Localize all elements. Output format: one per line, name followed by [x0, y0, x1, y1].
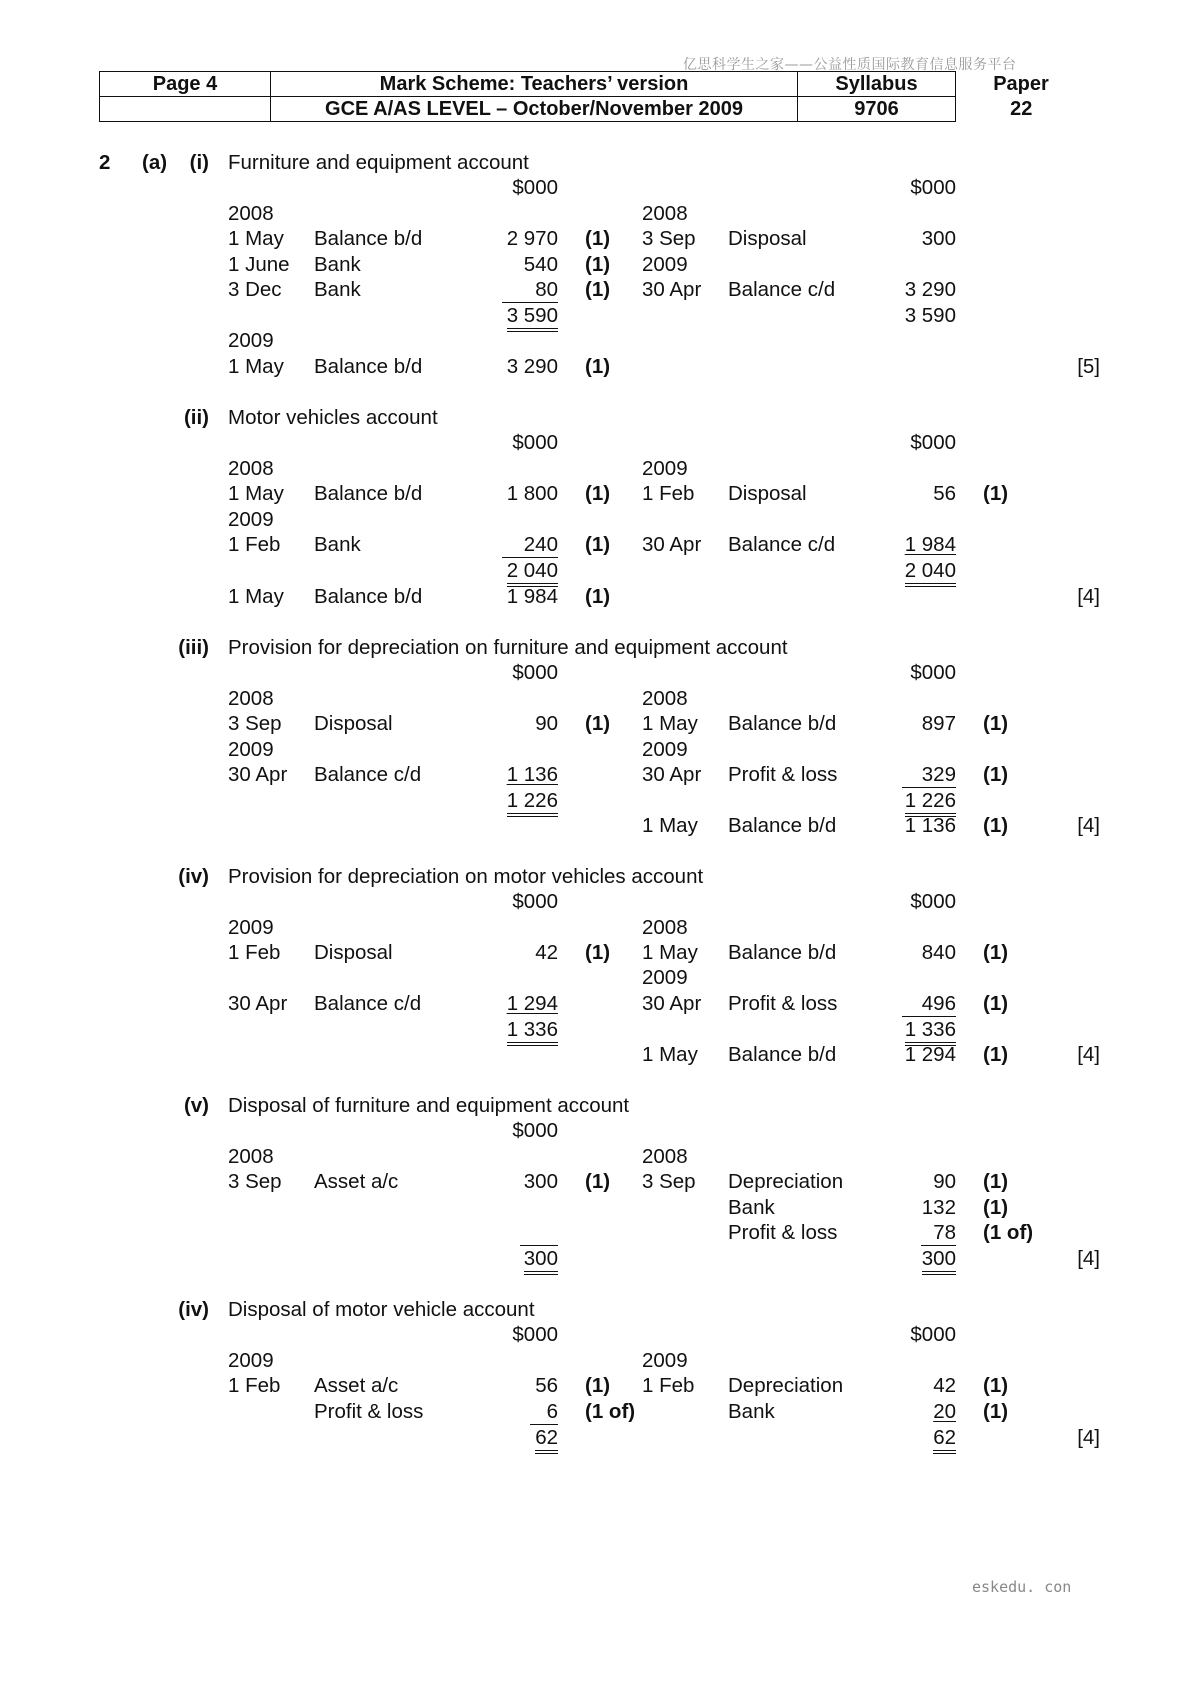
dr-desc: Bank — [314, 253, 361, 276]
syllabus-code: 9706 — [798, 97, 956, 122]
marks-total: [4] — [1077, 585, 1100, 608]
header-blank-cell — [100, 97, 271, 122]
dr-amount: 42 — [535, 941, 558, 964]
total-rule — [902, 787, 956, 788]
cr-amount: 1 294 — [904, 1043, 956, 1066]
dr-year: 2008 — [228, 457, 274, 480]
cr-date: 30 Apr — [642, 533, 702, 556]
cr-desc: Balance b/d — [728, 1043, 837, 1066]
sub-part-label: (v) — [183, 1094, 209, 1117]
mark: (1) — [585, 533, 611, 556]
dr-desc: Balance c/d — [314, 763, 422, 786]
total-rule — [502, 302, 558, 303]
dr-desc: Disposal — [314, 941, 393, 964]
account-title: Disposal of motor vehicle account — [228, 1298, 535, 1321]
unit-heading-cr: $000 — [910, 431, 956, 454]
mark: (1) — [585, 253, 611, 276]
cr-desc: Profit & loss — [728, 992, 838, 1015]
cr-desc: Balance b/d — [728, 814, 837, 837]
cr-desc: Disposal — [728, 227, 807, 250]
dr-date: 1 Feb — [228, 941, 281, 964]
cr-amount: 897 — [921, 712, 956, 735]
account-title: Furniture and equipment account — [228, 151, 529, 174]
cr-desc: Balance c/d — [728, 278, 836, 301]
mark: (1 of) — [585, 1400, 636, 1423]
mark: (1) — [585, 1170, 611, 1193]
dr-amount: 1 984 — [506, 585, 558, 608]
dr-year: 2008 — [228, 202, 274, 225]
total-rule — [502, 557, 558, 558]
cr-amount: 840 — [921, 941, 956, 964]
cr-total: 1 336 — [905, 1018, 956, 1046]
cr-total: 300 — [922, 1247, 956, 1275]
dr-year: 2009 — [228, 738, 274, 761]
cr-year: 2008 — [642, 687, 688, 710]
cr-amount: 42 — [933, 1374, 956, 1397]
dr-desc: Balance c/d — [314, 992, 422, 1015]
mark: (1) — [983, 763, 1009, 786]
dr-total: 3 590 — [507, 304, 558, 332]
cr-desc: Depreciation — [728, 1170, 844, 1193]
cr-amount: 78 — [933, 1221, 956, 1244]
mark: (1) — [585, 355, 611, 378]
dr-total: 62 — [535, 1426, 558, 1454]
dr-date: 30 Apr — [228, 992, 288, 1015]
dr-total: 1 226 — [507, 789, 558, 817]
marks-total: [5] — [1077, 355, 1100, 378]
cr-desc: Profit & loss — [728, 1221, 838, 1244]
sub-part-label: (iii) — [178, 636, 209, 659]
mark: (1) — [983, 712, 1009, 735]
question-part: (a) — [142, 151, 168, 174]
cr-year: 2009 — [642, 457, 688, 480]
exam-session: GCE A/AS LEVEL – October/November 2009 — [271, 97, 798, 122]
cr-date: 30 Apr — [642, 992, 702, 1015]
dr-total: 1 336 — [507, 1018, 558, 1046]
sub-part-label: (iv) — [178, 1298, 209, 1321]
cr-date: 3 Sep — [642, 227, 696, 250]
dr-amount: 3 290 — [506, 355, 558, 378]
cr-date: 1 May — [642, 814, 698, 837]
mark: (1) — [585, 941, 611, 964]
cr-desc: Profit & loss — [728, 763, 838, 786]
cr-year: 2008 — [642, 202, 688, 225]
cr-desc: Balance c/d — [728, 533, 836, 556]
paper-label: Paper — [993, 73, 1049, 95]
cr-date: 30 Apr — [642, 763, 702, 786]
dr-amount: 300 — [523, 1170, 558, 1193]
cr-total: 62 — [933, 1426, 956, 1454]
cr-date: 1 May — [642, 1043, 698, 1066]
cr-date: 3 Sep — [642, 1170, 696, 1193]
dr-date: 1 Feb — [228, 533, 281, 556]
sub-part-label: (i) — [189, 151, 209, 174]
dr-amount: 1 136 — [506, 763, 558, 786]
mark: (1) — [585, 1374, 611, 1397]
cr-total: 3 590 — [904, 304, 956, 327]
mark: (1) — [983, 814, 1009, 837]
paper-number: 22 — [1010, 98, 1033, 120]
cr-amount: 1 984 — [904, 533, 956, 556]
dr-date: 1 Feb — [228, 1374, 281, 1397]
dr-year: 2009 — [228, 508, 274, 531]
cr-year: 2009 — [642, 253, 688, 276]
cr-year: 2008 — [642, 916, 688, 939]
dr-date: 3 Sep — [228, 712, 282, 735]
mark: (1 of) — [983, 1221, 1034, 1244]
account-title: Disposal of furniture and equipment account — [228, 1094, 630, 1117]
mark: (1) — [983, 1043, 1009, 1066]
cr-amount: 329 — [921, 763, 956, 786]
cr-amount: 56 — [933, 482, 956, 505]
cr-date: 1 May — [642, 941, 698, 964]
dr-total: 2 040 — [507, 559, 558, 587]
cr-year: 2009 — [642, 966, 688, 989]
dr-amount: 540 — [523, 253, 558, 276]
marks-total: [4] — [1077, 814, 1100, 837]
cr-year: 2008 — [642, 1145, 688, 1168]
dr-year: 2009 — [228, 1349, 274, 1372]
total-rule — [520, 1245, 558, 1246]
mark: (1) — [983, 992, 1009, 1015]
cr-date: 1 Feb — [642, 1374, 695, 1397]
cr-amount: 90 — [933, 1170, 956, 1193]
question-number: 2 — [99, 151, 111, 174]
syllabus-label: Syllabus — [798, 72, 956, 97]
cr-amount: 20 — [933, 1400, 956, 1423]
dr-desc: Balance b/d — [314, 227, 423, 250]
unit-heading-cr: $000 — [910, 1323, 956, 1346]
dr-year: 2009 — [228, 916, 274, 939]
dr-year: 2008 — [228, 1145, 274, 1168]
dr-amount: 1 800 — [506, 482, 558, 505]
dr-desc: Disposal — [314, 712, 393, 735]
dr-desc: Balance b/d — [314, 482, 423, 505]
cr-year: 2009 — [642, 738, 688, 761]
dr-date: 1 May — [228, 227, 284, 250]
dr-amount: 240 — [523, 533, 558, 556]
cr-date: 1 May — [642, 712, 698, 735]
dr-date: 30 Apr — [228, 763, 288, 786]
total-rule — [530, 1424, 558, 1425]
cr-amount: 1 136 — [904, 814, 956, 837]
total-rule — [902, 1016, 956, 1017]
dr-year: 2009 — [228, 329, 274, 352]
cr-amount: 3 290 — [904, 278, 956, 301]
account-title: Provision for depreciation on furniture and equipment account — [228, 636, 788, 659]
marks-total: [4] — [1077, 1247, 1100, 1270]
cr-total: 2 040 — [905, 559, 956, 587]
mark: (1) — [585, 227, 611, 250]
cr-desc: Balance b/d — [728, 941, 837, 964]
dr-amount: 2 970 — [506, 227, 558, 250]
unit-heading-dr: $000 — [512, 661, 558, 684]
mark: (1) — [983, 482, 1009, 505]
dr-date: 1 May — [228, 482, 284, 505]
mark: (1) — [585, 585, 611, 608]
cr-desc: Balance b/d — [728, 712, 837, 735]
cr-amount: 496 — [921, 992, 956, 1015]
account-title: Provision for depreciation on motor vehicles account — [228, 865, 704, 888]
unit-heading-dr: $000 — [512, 431, 558, 454]
mark: (1) — [983, 1374, 1009, 1397]
mark: (1) — [983, 941, 1009, 964]
dr-desc: Balance b/d — [314, 355, 423, 378]
total-rule — [921, 1245, 956, 1246]
dr-total: 300 — [524, 1247, 558, 1275]
dr-year: 2008 — [228, 687, 274, 710]
dr-date: 1 May — [228, 355, 284, 378]
mark: (1) — [983, 1196, 1009, 1219]
mark: (1) — [585, 278, 611, 301]
cr-date: 1 Feb — [642, 482, 695, 505]
dr-date: 3 Dec — [228, 278, 282, 301]
unit-heading-cr: $000 — [910, 661, 956, 684]
mark: (1) — [585, 712, 611, 735]
dr-desc: Bank — [314, 533, 361, 556]
cr-desc: Disposal — [728, 482, 807, 505]
cr-desc: Bank — [728, 1196, 775, 1219]
watermark: 亿思科学生之家——公益性质国际教育信息服务平台 — [683, 57, 1017, 73]
unit-heading-cr: $000 — [910, 890, 956, 913]
dr-desc: Bank — [314, 278, 361, 301]
unit-heading-dr: $000 — [512, 1119, 558, 1142]
dr-desc: Balance b/d — [314, 585, 423, 608]
unit-heading-dr: $000 — [512, 176, 558, 199]
mark: (1) — [983, 1400, 1009, 1423]
page-title: Mark Scheme: Teachers’ version — [271, 72, 798, 97]
dr-amount: 90 — [535, 712, 558, 735]
dr-desc: Profit & loss — [314, 1400, 424, 1423]
dr-date: 3 Sep — [228, 1170, 282, 1193]
dr-amount: 1 294 — [506, 992, 558, 1015]
cr-amount: 132 — [921, 1196, 956, 1219]
unit-heading-dr: $000 — [512, 1323, 558, 1346]
unit-heading-dr: $000 — [512, 890, 558, 913]
cr-amount: 300 — [921, 227, 956, 250]
dr-desc: Asset a/c — [314, 1170, 399, 1193]
footer-site: eskedu. con — [972, 1578, 1072, 1596]
dr-date: 1 May — [228, 585, 284, 608]
dr-desc: Asset a/c — [314, 1374, 399, 1397]
sub-part-label: (iv) — [178, 865, 209, 888]
page-number: Page 4 — [100, 72, 271, 97]
account-title: Motor vehicles account — [228, 406, 438, 429]
marks-total: [4] — [1077, 1426, 1100, 1449]
marks-total: [4] — [1077, 1043, 1100, 1066]
header-table — [99, 71, 1087, 122]
cr-year: 2009 — [642, 1349, 688, 1372]
cr-total: 1 226 — [905, 789, 956, 817]
cr-desc: Bank — [728, 1400, 775, 1423]
dr-amount: 6 — [546, 1400, 558, 1423]
sub-part-label: (ii) — [183, 406, 209, 429]
cr-date: 30 Apr — [642, 278, 702, 301]
cr-desc: Depreciation — [728, 1374, 844, 1397]
dr-date: 1 June — [228, 253, 290, 276]
dr-amount: 80 — [535, 278, 558, 301]
unit-heading-cr: $000 — [910, 176, 956, 199]
mark: (1) — [585, 482, 611, 505]
mark: (1) — [983, 1170, 1009, 1193]
dr-amount: 56 — [535, 1374, 558, 1397]
